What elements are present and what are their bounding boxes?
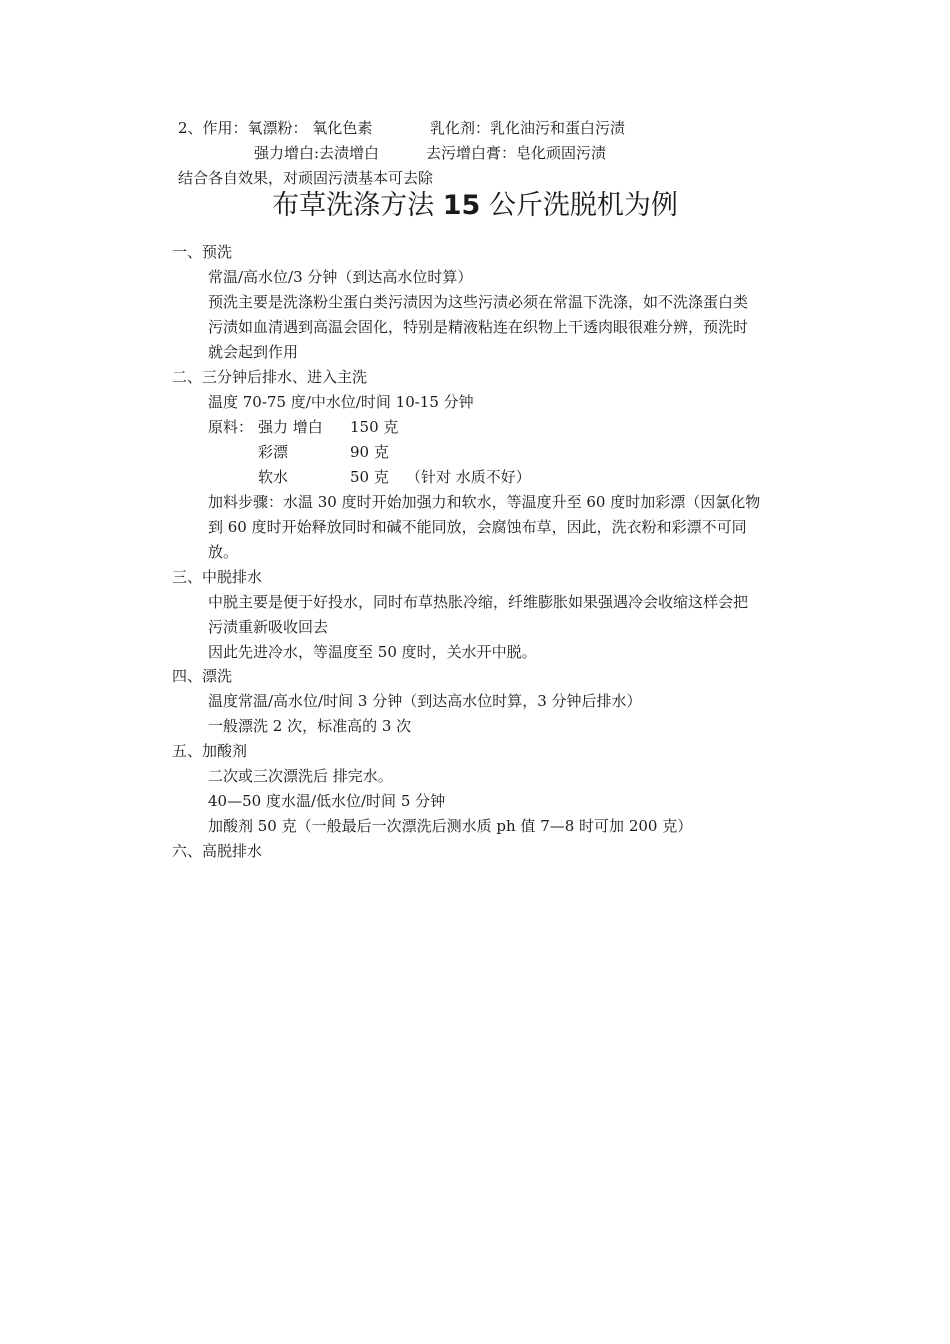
intro-line-1b: 乳化剂：乳化油污和蛋白污渍 <box>430 119 626 137</box>
intro-line-2b: 去污增白膏：皂化顽固污渍 <box>426 144 607 162</box>
section-1-p2-line3: 就会起到作用 <box>208 343 299 361</box>
page-title <box>0 186 950 226</box>
title-post: 公斤洗脱机为例 <box>488 190 678 221</box>
intro-line-1a: 2、作用：氧漂粉： 氧化色素 <box>178 119 373 137</box>
section-1-p2-line1: 预洗主要是洗涤粉尘蛋白类污渍因为这些污渍必须在常温下洗涤，如不洗涤蛋白类 <box>208 293 749 311</box>
section-5-p2: 40—50 度水温/低水位/时间 5 分钟 <box>208 792 446 810</box>
intro-line-2a: 强力增白:去渍增白 <box>254 144 380 162</box>
material-name: 彩漂 <box>258 443 289 461</box>
section-2-p1: 温度 70-75 度/中水位/时间 10-15 分钟 <box>208 393 474 411</box>
section-2-steps-line3: 放。 <box>208 543 239 561</box>
section-3-p1-line1: 中脱主要是便于好投水，同时布草热胀冷缩，纤维膨胀如果强遇冷会收缩这样会把 <box>208 593 749 611</box>
intro-line-3: 结合各自效果，对顽固污渍基本可去除 <box>178 169 434 187</box>
title-pre: 布草洗涤方法 <box>272 190 435 221</box>
section-5-heading: 五、加酸剂 <box>172 742 248 760</box>
section-1-heading: 一、预洗 <box>172 243 233 261</box>
section-1-p2-line2: 污渍如血清遇到高温会固化，特别是精液粘连在织物上干透肉眼很难分辨，预洗时 <box>208 318 749 336</box>
section-2-steps-line1: 加料步骤：水温 30 度时开始加强力和软水，等温度升至 60 度时加彩漂（因氯化物 <box>208 493 761 511</box>
material-note: （针对 水质不好） <box>406 468 531 486</box>
section-1-p1: 常温/高水位/3 分钟（到达高水位时算） <box>208 268 473 286</box>
materials-label: 原料： <box>208 418 254 436</box>
title-number: 15 <box>442 190 481 221</box>
section-4-heading: 四、漂洗 <box>172 667 233 685</box>
section-2-heading: 二、三分钟后排水、进入主洗 <box>172 368 368 386</box>
material-amount: 50 克 <box>350 468 389 486</box>
section-5-p3: 加酸剂 50 克（一般最后一次漂洗后测水质 ph 值 7—8 时可加 200 克） <box>208 817 693 835</box>
material-name: 强力 增白 <box>258 418 323 436</box>
section-6-heading: 六、高脱排水 <box>172 842 263 860</box>
section-5-p1: 二次或三次漂洗后 排完水。 <box>208 767 393 785</box>
section-2-steps-line2: 到 60 度时开始释放同时和碱不能同放，会腐蚀布草，因此，洗衣粉和彩漂不可同 <box>208 518 747 536</box>
material-amount: 150 克 <box>350 418 399 436</box>
section-3-heading: 三、中脱排水 <box>172 568 263 586</box>
material-name: 软水 <box>258 468 289 486</box>
section-3-p1-line2: 污渍重新吸收回去 <box>208 618 329 636</box>
material-amount: 90 克 <box>350 443 389 461</box>
section-4-p1: 温度常温/高水位/时间 3 分钟（到达高水位时算，3 分钟后排水） <box>208 692 642 710</box>
section-3-p2: 因此先进冷水，等温度至 50 度时，关水开中脱。 <box>208 643 537 661</box>
section-4-p2: 一般漂洗 2 次，标准高的 3 次 <box>208 717 412 735</box>
